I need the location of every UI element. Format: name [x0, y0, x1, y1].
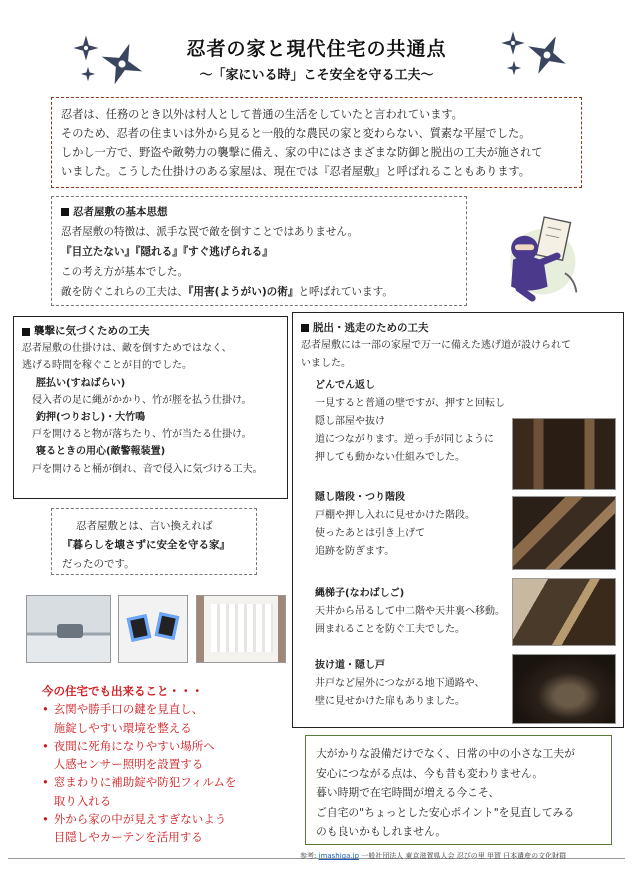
summary-line: 『暮らしを壊さずに安全を守る家』 — [62, 539, 230, 551]
modern-title: 今の住宅でも出来ること・・・ — [42, 684, 203, 698]
section-heading: 忍者屋敷の基本思想 — [73, 206, 168, 218]
bullet-dot-icon: • — [42, 812, 49, 827]
list-item: • 玄関や勝手口の鍵を見直し、 施錠しやすい環境を整える — [42, 700, 282, 737]
footer-link[interactable]: imashiga.jp — [318, 852, 360, 860]
item-line: 戸棚や押し入れに見せかけた階段。 — [315, 510, 475, 521]
item-title: 脛払い(すねばらい) — [36, 377, 126, 389]
basic-line: 『目立たない』『隠れる』『すぐ逃げられる』 — [61, 246, 273, 258]
list-item: • 外から家の中が見えすぎないよう 目隠しやカーテンを活用する — [42, 810, 282, 847]
footer-prefix: 参考: — [300, 852, 317, 860]
sensor-light-photo — [118, 595, 188, 663]
footer-credit: 一般社団法人 東京滋賀県人会 忍びの里 甲賀 日本遺産の文化財群 — [361, 852, 567, 860]
hidden-stairs-photo — [512, 496, 616, 570]
list-item: • 窓まわりに補助錠や防犯フィルムを 取り入れる — [42, 773, 282, 810]
section-heading: 襲撃に気づくための工夫 — [34, 325, 150, 337]
summary-line: だったのです。 — [62, 558, 135, 570]
basic-line: と呼ばれています。 — [298, 286, 393, 298]
square-bullet-icon — [22, 328, 30, 336]
closing-line: 安心につながる点は、今も昔も変わりません。 — [316, 766, 544, 780]
modern-tips — [42, 682, 282, 847]
basic-keyword: 『用害(ようがい)の術』 — [188, 286, 299, 298]
square-bullet-icon — [61, 208, 69, 216]
item-desc: 戸を開けると桶が倒れ、音で侵入に気づける工夫。 — [32, 463, 263, 475]
closing-line: 暮い時期で在宅時間が増える今こそ、 — [316, 786, 500, 799]
bullet-dot-icon: • — [42, 702, 49, 717]
box-intro: いました。 — [301, 358, 351, 369]
item-line: 天井から吊るして中二階や天井裏へ移動。 — [315, 606, 505, 617]
closing-line: のも良いかもしれません。 — [316, 825, 447, 838]
item-desc: 侵入者の足に縄がかかり、竹が脛を払う仕掛け。 — [32, 394, 252, 406]
closing-box — [305, 735, 612, 845]
closing-line: ご自宅の"ちょっとした安心ポイント"を見直してみる — [316, 805, 575, 819]
item-title: 縄梯子(なわばしご) — [315, 588, 405, 599]
footer-reference — [300, 851, 566, 861]
door-lock-photo — [26, 595, 111, 663]
item-title: 釣押(つりおし)・大竹鳴 — [36, 412, 146, 424]
basic-line: 敵を防ぐこれらの工夫は、 — [61, 286, 189, 298]
item-line: 押しても動かない仕組みでした。 — [315, 452, 465, 463]
curtain-photo — [196, 595, 286, 663]
ninja-illustration — [490, 206, 586, 302]
item-line: 隠し部屋や抜け — [315, 416, 385, 427]
intro-line: そのため、忍者の住まいは外から見ると一般的な農民の家と変わらない、質素な平屋でした。 — [61, 127, 531, 140]
box-intro: 忍者屋敷の仕掛けは、敵を倒すためではなく、 — [22, 343, 232, 355]
page-subtitle: 〜「家にいる時」こそ安全を守る工夫〜 — [199, 68, 434, 83]
section-heading: 脱出・逃走のための工夫 — [313, 322, 429, 334]
escape-item — [315, 657, 515, 711]
bullet-dot-icon: • — [42, 738, 49, 753]
item-line: 壁に見せかけた扉もありました。 — [315, 696, 465, 707]
intro-line: いました。こうした仕掛けのある家屋は、現在では『忍者屋敷』と呼ばれることもあります。 — [61, 165, 530, 178]
summary-box — [51, 508, 257, 575]
basic-line: この考え方が基本でした。 — [61, 266, 189, 278]
escape-item — [315, 489, 515, 561]
item-line: 使ったあとは引き上げて — [315, 528, 425, 539]
item-line: 追跡を防ぎます。 — [315, 546, 395, 557]
basic-line: 忍者屋敷の特徴は、派手な罠で敵を倒すことではありません。 — [61, 226, 359, 238]
box-intro: 逃げる時間を稼ぐことが目的でした。 — [22, 360, 192, 372]
intro-line: しかし一方で、野盗や敵勢力の襲撃に備え、家の中にはさまざまな防御と脱出の工夫が施されて — [61, 146, 543, 159]
item-line: 井戸など屋外につながる地下通路や、 — [315, 678, 485, 689]
rotating-wall-photo — [512, 418, 616, 490]
summary-line: 忍者屋敷とは、言い換えれば — [76, 520, 213, 532]
intro-box — [51, 97, 582, 188]
escape-item — [315, 377, 515, 467]
item-title: 隠し階段・つり階段 — [315, 492, 405, 503]
item-line: 道につながります。逆っ手が同じように — [315, 434, 494, 445]
basic-concept-box — [51, 196, 467, 306]
intro-line: 忍者は、任務のとき以外は村人として普通の生活をしていたと言われています。 — [61, 108, 463, 121]
rope-ladder-photo — [512, 578, 616, 646]
box-intro: 忍者屋敷には一部の家屋で万一に備えた逃げ道が設けられて — [301, 340, 571, 351]
page-title: 忍者の家と現代住宅の共通点 — [186, 38, 447, 60]
list-item: • 夜間に死角になりやすい場所へ 人感センサー照明を設置する — [42, 737, 282, 774]
item-title: どんでん返し — [315, 380, 375, 391]
closing-line: 大がかりな設備だけでなく、日常の中の小さな工夫が — [316, 747, 575, 760]
item-line: 一見すると普通の壁ですが、押すと回転し — [315, 398, 505, 409]
bullet-dot-icon: • — [42, 775, 49, 790]
item-line: 囲まれることを防ぐ工夫でした。 — [315, 624, 465, 635]
item-desc: 戸を開けると物が落ちたり、竹が当たる仕掛け。 — [32, 429, 252, 441]
escape-item — [315, 585, 525, 639]
item-title: 抜け道・隠し戸 — [315, 660, 385, 671]
detection-box — [13, 316, 288, 499]
item-title: 寝るときの用心(敵警報装置) — [36, 446, 166, 458]
secret-passage-photo — [512, 654, 616, 724]
square-bullet-icon — [301, 324, 309, 332]
